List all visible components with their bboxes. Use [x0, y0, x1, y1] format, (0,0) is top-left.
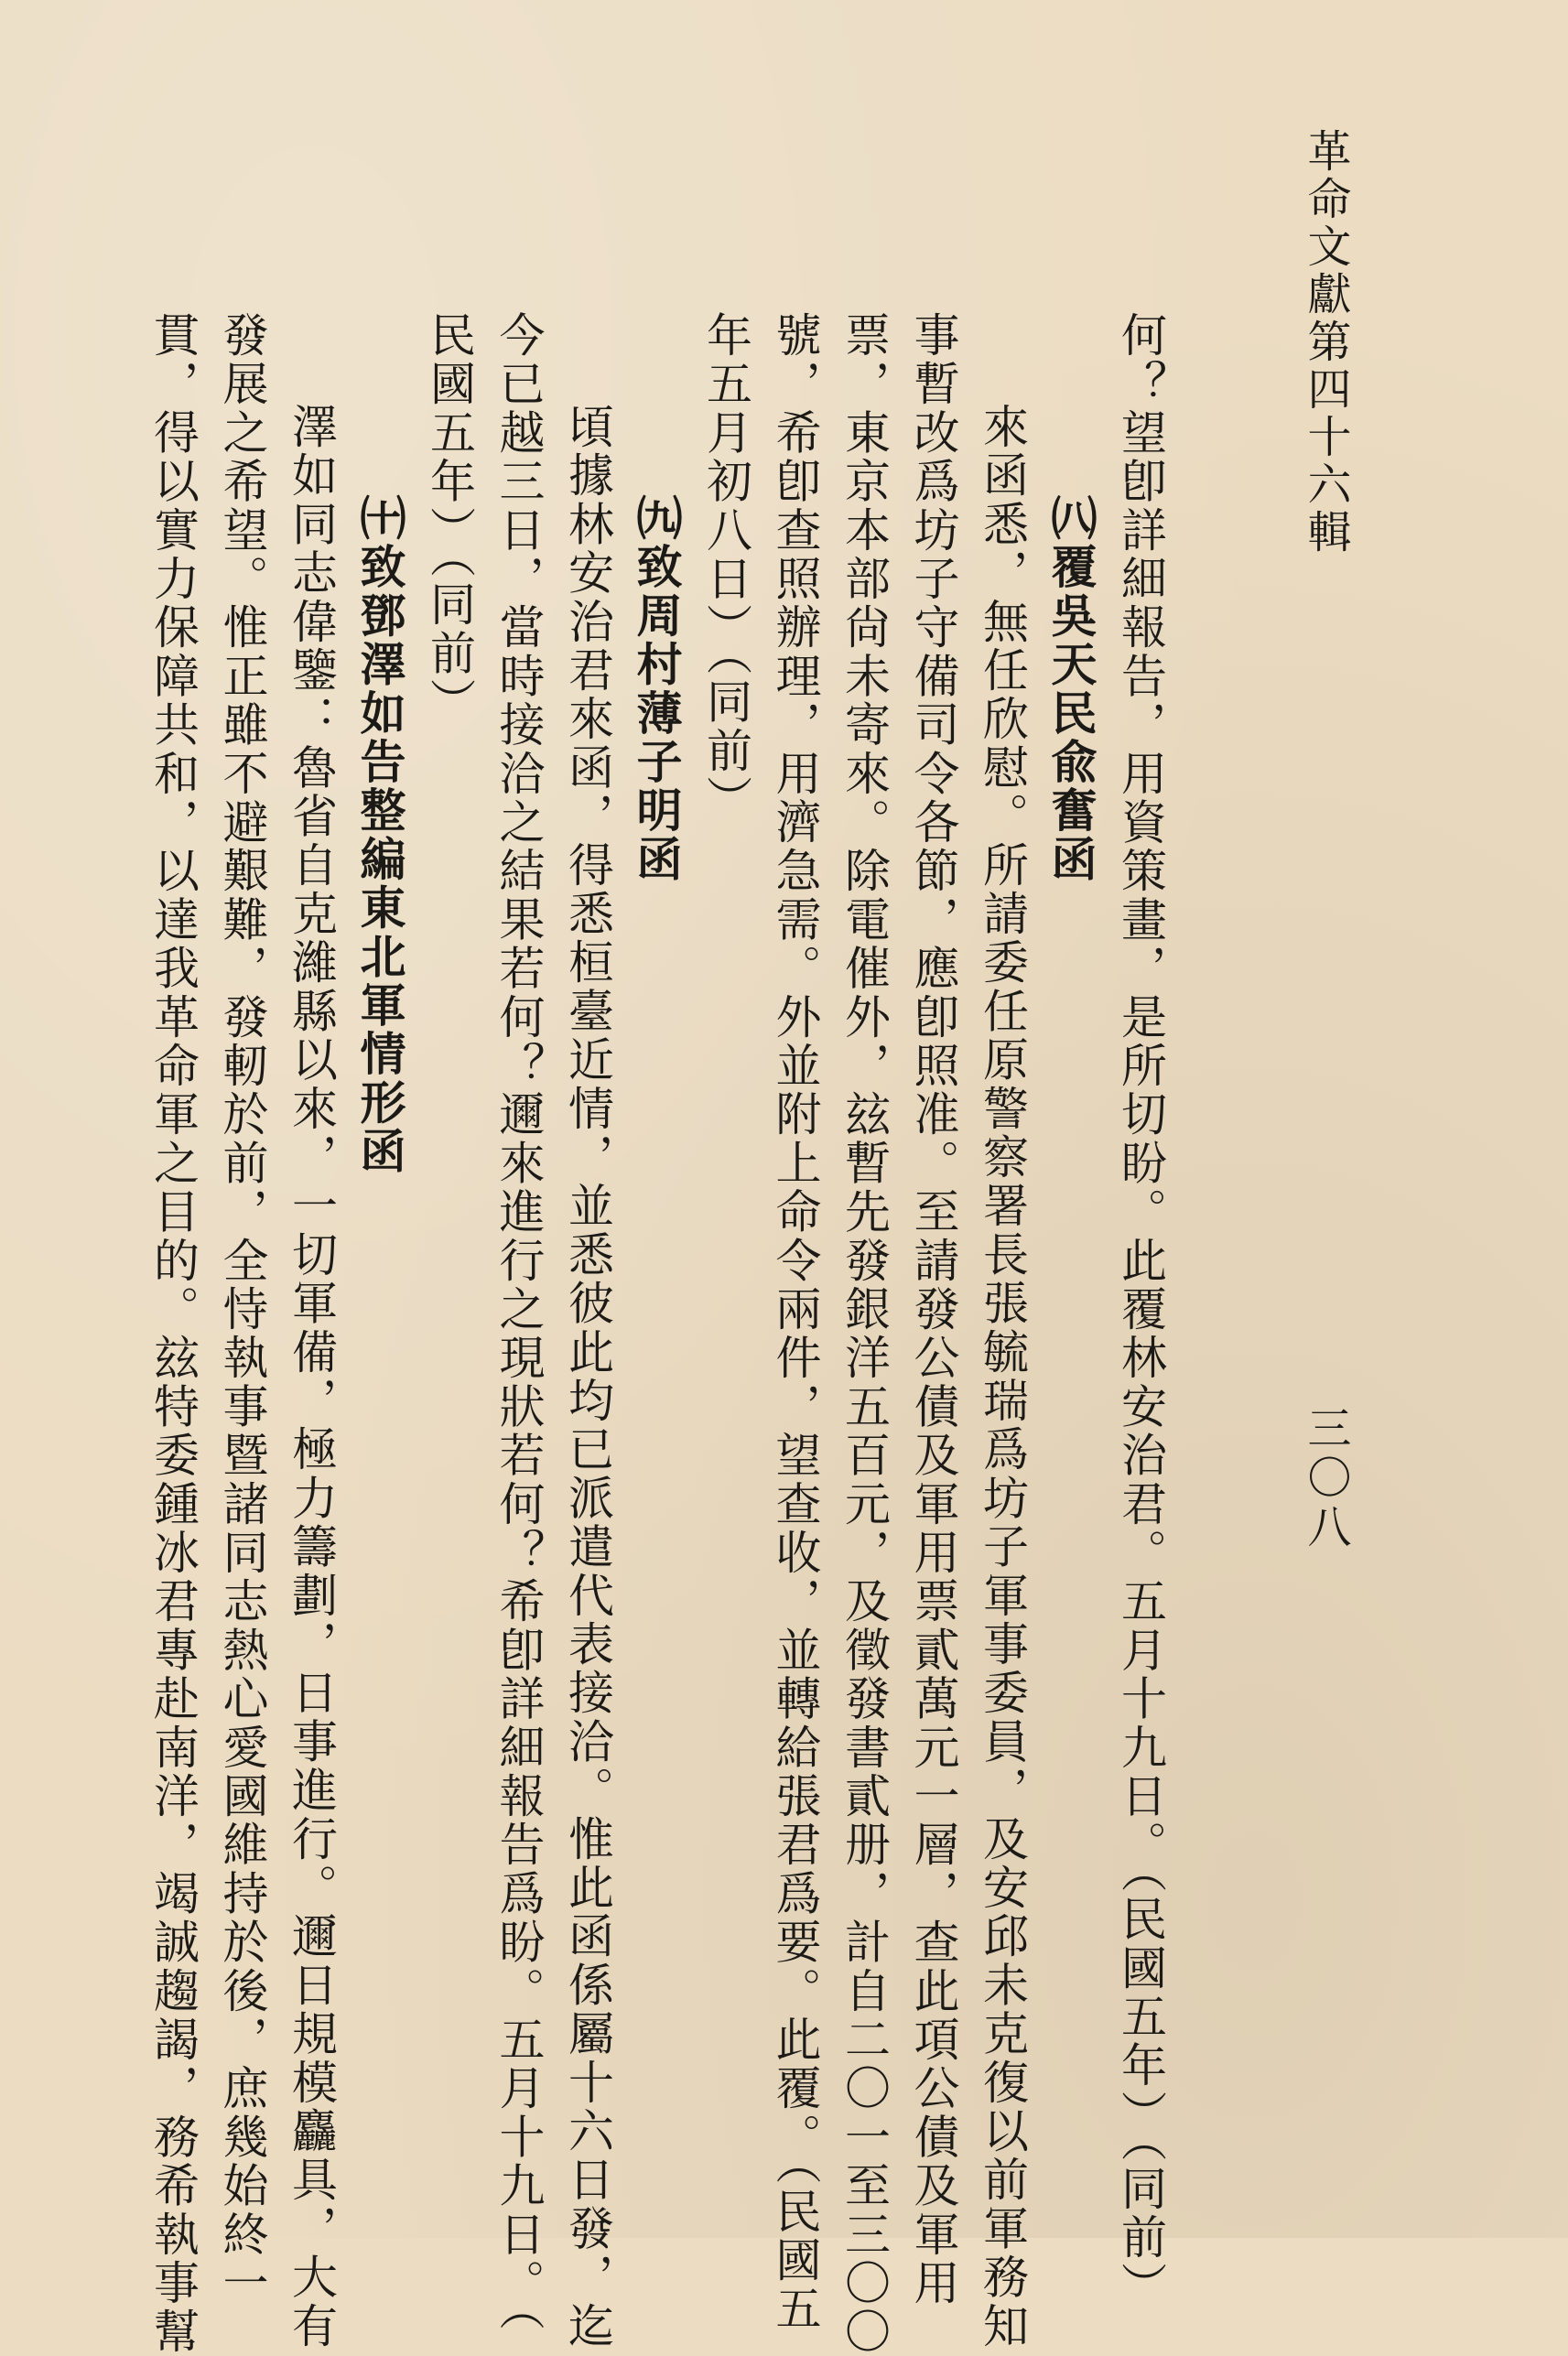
book-title: 革命文獻第四十六輯 [1300, 128, 1351, 557]
text-column: 票，東京本部尙未寄來。除電催外，玆暫先發銀洋五百元，及徵發書貳册，計自二〇一至三〇〇 [838, 311, 891, 2356]
text-column: 來函悉，無任欣慰。所請委任原警察署長張毓瑞爲坊子軍事委員，及安邱未克復以前軍務知 [976, 403, 1029, 2351]
text-column: 今已越三日，當時接洽之結果若何？邇來進行之現狀若何？希卽詳細報告爲盼。五月十九日。（ [492, 311, 546, 2334]
text-column: 澤如同志偉鑒：魯省自克濰縣以來，一切軍備，極力籌劃，日事進行。邇日規模麤具，大有 [285, 403, 338, 2351]
text-column: 何？望卽詳細報告，用資策畫，是所切盼。此覆林安治君。五月十九日。（民國五年）（同前） [1114, 311, 1167, 2311]
text-column: 貫，得以實力保障共和，以達我革命軍之目的。玆特委鍾冰君專赴南洋，竭誠趨謁，務希執事幫 [146, 311, 200, 2356]
body-text [146, 311, 1174, 2356]
text-column: 年五月初八日）（同前） [699, 311, 752, 825]
text-column: 民國五年）（同前） [423, 311, 476, 727]
section-heading: ㈩致鄧澤如告整編東北軍情形函 [352, 494, 407, 1176]
text-column: 頃據林安治君來函，得悉桓臺近情，並悉彼此均已派遣代表接洽。惟此函係屬十六日發，迄 [561, 403, 614, 2351]
page-number: 三〇八 [1300, 1405, 1351, 1553]
section-heading: ㈧覆吳天民兪奮函 [1044, 494, 1098, 884]
running-header [1293, 128, 1357, 557]
section-heading: ㈨致周村薄子明函 [629, 494, 684, 884]
text-column: 號，希卽查照辦理，用濟急需。外並附上命令兩件，望查收，並轉給張君爲要。此覆。（民國五 [768, 311, 822, 2334]
text-column: 事暫改爲坊子守備司令各節，應卽照准。至請發公債及軍用票貳萬元一層，查此項公債及軍用 [906, 311, 960, 2308]
text-column: 發展之希望。惟正雖不避艱難，發軔於前，全恃執事暨諸同志熱心愛國維持於後，庶幾始終一 [215, 311, 269, 2308]
